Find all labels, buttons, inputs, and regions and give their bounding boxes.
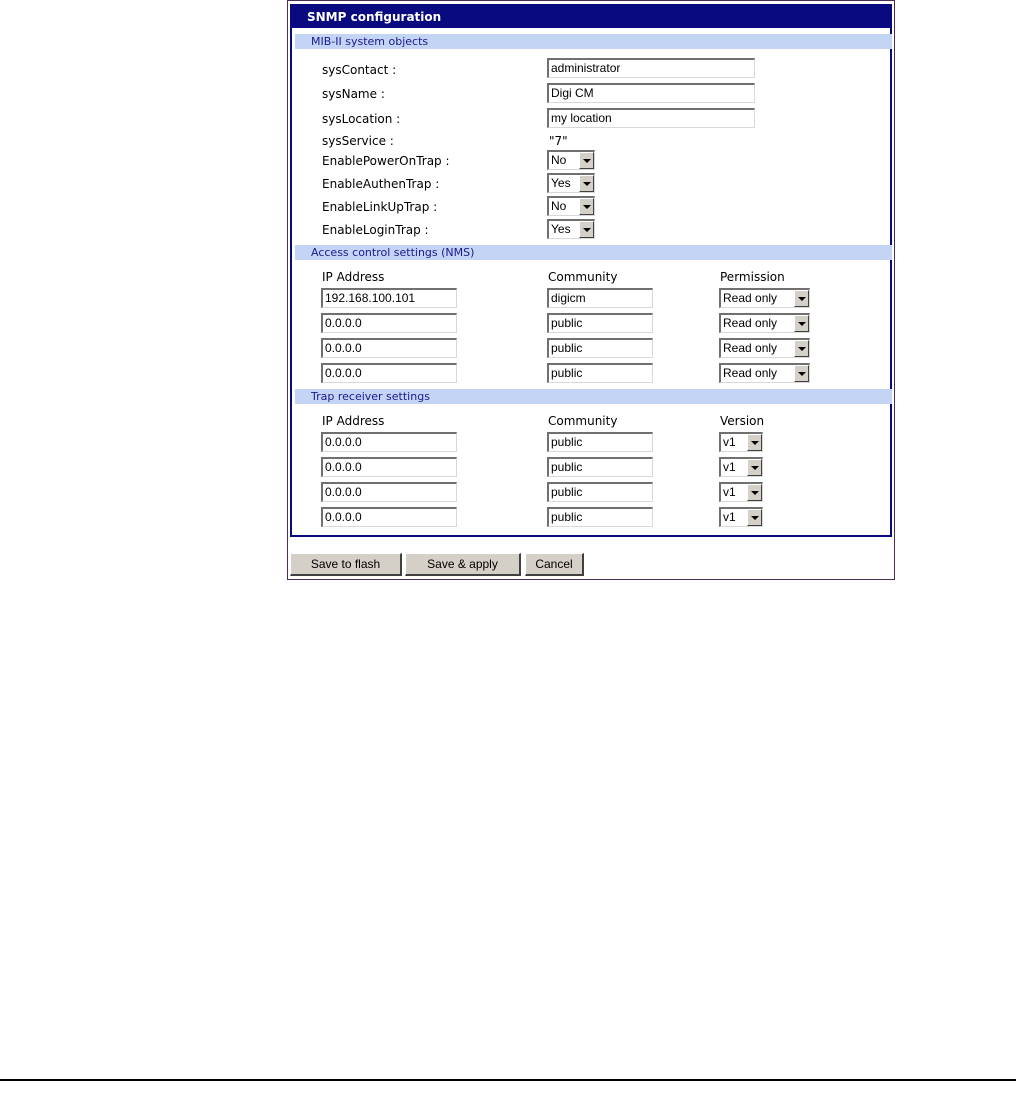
enable-login-trap-value: Yes — [551, 222, 571, 236]
access-col-community: Community — [548, 270, 618, 284]
access-ip-input[interactable]: 0.0.0.0 — [321, 338, 457, 358]
chevron-down-icon[interactable] — [579, 221, 594, 238]
access-col-permission: Permission — [720, 270, 785, 284]
access-col-ip-address: IP Address — [322, 270, 385, 284]
trap-version-value: v1 — [723, 510, 736, 524]
access-permission-select[interactable] — [719, 363, 810, 383]
trap-col-community: Community — [548, 414, 618, 428]
trap-community-input[interactable]: public — [547, 507, 653, 527]
trap-ip-input[interactable]: 0.0.0.0 — [321, 482, 457, 502]
trap-ip-input[interactable]: 0.0.0.0 — [321, 507, 457, 527]
trap-version-select[interactable] — [719, 457, 763, 477]
enable-power-on-trap-value: No — [551, 153, 567, 167]
trap-version-select[interactable] — [719, 482, 763, 502]
access-permission-select[interactable] — [719, 313, 810, 333]
sys-name-input[interactable]: Digi CM — [547, 83, 755, 103]
page-divider — [0, 1079, 1016, 1081]
chevron-down-icon[interactable] — [747, 484, 762, 501]
access-permission-value: Read only — [723, 291, 778, 305]
trap-ip-input[interactable]: 0.0.0.0 — [321, 432, 457, 452]
trap-version-select[interactable] — [719, 432, 763, 452]
chevron-down-icon[interactable] — [579, 175, 594, 192]
access-permission-value: Read only — [723, 366, 778, 380]
enable-power-on-trap-label: EnablePowerOnTrap : — [322, 154, 450, 168]
access-permission-select[interactable] — [719, 288, 810, 308]
enable-link-up-trap-select[interactable] — [547, 196, 595, 216]
sys-service-value: "7" — [549, 134, 568, 148]
access-community-input[interactable]: public — [547, 363, 653, 383]
enable-power-on-trap-select[interactable] — [547, 150, 595, 170]
enable-authen-trap-label: EnableAuthenTrap : — [322, 177, 440, 191]
trap-version-value: v1 — [723, 485, 736, 499]
save-to-flash-button[interactable]: Save to flash — [290, 553, 402, 576]
panel-title: SNMP configuration — [292, 6, 890, 28]
access-permission-value: Read only — [723, 316, 778, 330]
access-ip-input[interactable]: 0.0.0.0 — [321, 363, 457, 383]
trap-version-value: v1 — [723, 435, 736, 449]
chevron-down-icon[interactable] — [794, 365, 809, 382]
sys-contact-input[interactable]: administrator — [547, 58, 755, 78]
sys-service-label: sysService : — [322, 134, 394, 148]
trap-version-value: v1 — [723, 460, 736, 474]
cancel-button[interactable]: Cancel — [525, 553, 584, 576]
sys-location-label: sysLocation : — [322, 112, 401, 126]
trap-version-select[interactable] — [719, 507, 763, 527]
enable-login-trap-label: EnableLoginTrap : — [322, 223, 429, 237]
trap-col-ip-address: IP Address — [322, 414, 385, 428]
access-community-input[interactable]: public — [547, 313, 653, 333]
enable-link-up-trap-label: EnableLinkUpTrap : — [322, 200, 438, 214]
trap-ip-input[interactable]: 0.0.0.0 — [321, 457, 457, 477]
sys-contact-label: sysContact : — [322, 63, 397, 77]
save-and-apply-button[interactable]: Save & apply — [405, 553, 521, 576]
enable-link-up-trap-value: No — [551, 199, 567, 213]
sys-name-label: sysName : — [322, 87, 385, 101]
chevron-down-icon[interactable] — [794, 315, 809, 332]
trap-community-input[interactable]: public — [547, 482, 653, 502]
chevron-down-icon[interactable] — [747, 459, 762, 476]
access-community-input[interactable]: public — [547, 338, 653, 358]
sys-location-input[interactable]: my location — [547, 108, 755, 128]
snmp-config-frame — [287, 0, 895, 580]
enable-login-trap-select[interactable] — [547, 219, 595, 239]
chevron-down-icon[interactable] — [794, 340, 809, 357]
access-permission-value: Read only — [723, 341, 778, 355]
section-header-trap: Trap receiver settings — [295, 389, 892, 404]
snmp-config-panel — [290, 4, 892, 537]
access-ip-input[interactable]: 0.0.0.0 — [321, 313, 457, 333]
access-ip-input[interactable]: 192.168.100.101 — [321, 288, 457, 308]
chevron-down-icon[interactable] — [747, 434, 762, 451]
trap-community-input[interactable]: public — [547, 457, 653, 477]
chevron-down-icon[interactable] — [579, 152, 594, 169]
chevron-down-icon[interactable] — [747, 509, 762, 526]
section-header-access: Access control settings (NMS) — [295, 245, 892, 260]
section-header-mib: MIB-II system objects — [295, 34, 892, 49]
access-community-input[interactable]: digicm — [547, 288, 653, 308]
enable-authen-trap-value: Yes — [551, 176, 571, 190]
access-permission-select[interactable] — [719, 338, 810, 358]
enable-authen-trap-select[interactable] — [547, 173, 595, 193]
trap-community-input[interactable]: public — [547, 432, 653, 452]
chevron-down-icon[interactable] — [794, 290, 809, 307]
chevron-down-icon[interactable] — [579, 198, 594, 215]
trap-col-version: Version — [720, 414, 765, 428]
